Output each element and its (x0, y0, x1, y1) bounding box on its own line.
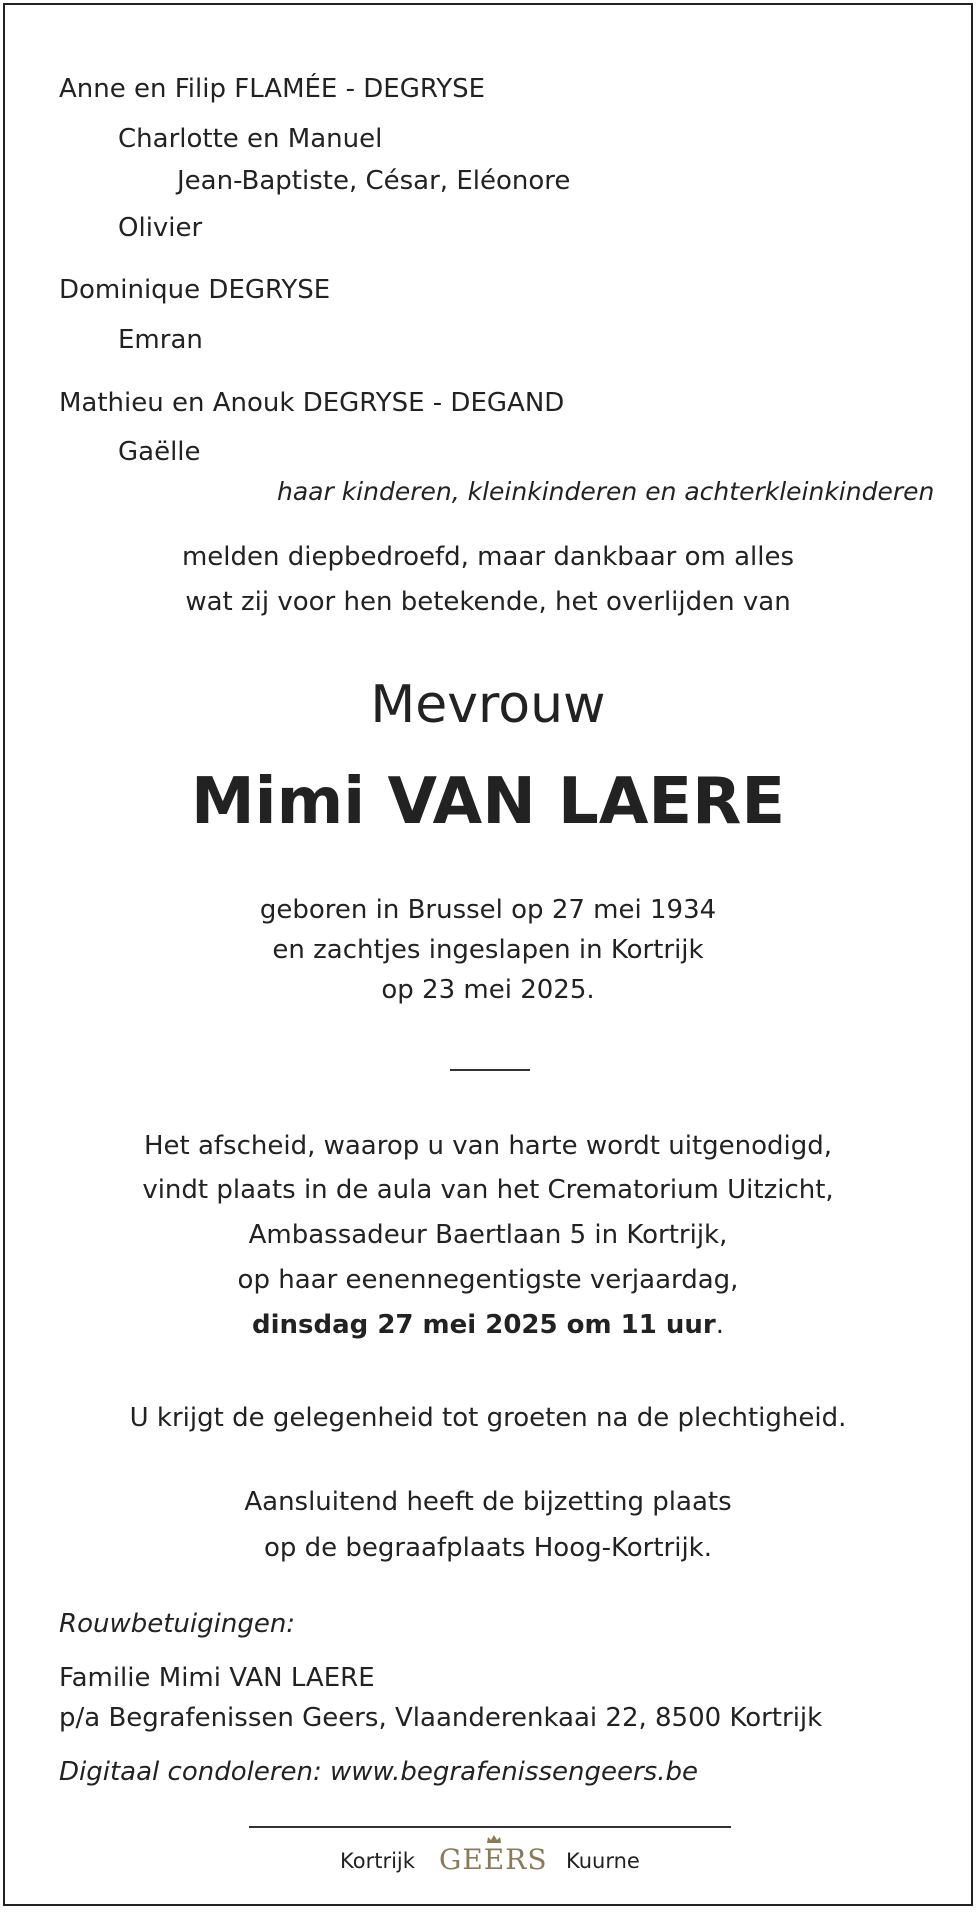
footer-right: Kuurne (566, 1849, 640, 1873)
footer-left: Kortrijk (340, 1849, 415, 1873)
farewell-line-3: Ambassadeur Baertlaan 5 in Kortrijk, (248, 1220, 728, 1250)
farewell-line-1: Het afscheid, waarop u van harte wordt uitgenodigd, (143, 1131, 833, 1161)
condolences-online: Digitaal condoleren: www.begrafenissengeers.be (59, 1757, 698, 1787)
short-divider (450, 1069, 530, 1071)
family-relation: haar kinderen, kleinkinderen en achterkleinkinderen (277, 477, 935, 506)
family-line-3: Jean-Baptiste, César, Eléonore (177, 166, 571, 196)
condolences-address: p/a Begrafenissen Geers, Vlaanderenkaai 22, 8500 Kortrijk (59, 1703, 823, 1733)
family-line-1: Anne en Filip FLAMÉE - DEGRYSE (59, 74, 486, 104)
announcement-line-2: wat zij voor hen betekende, het overlijden van (185, 587, 791, 617)
condolences-label: Rouwbetuigingen: (59, 1609, 296, 1639)
geers-logo-text: GEERS (439, 1843, 548, 1876)
farewell-line-4: op haar eenennegentigste verjaardag, (237, 1265, 739, 1295)
death-date-line: op 23 mei 2025. (381, 975, 595, 1005)
birth-line: geboren in Brussel op 27 mei 1934 (259, 895, 717, 925)
death-line: en zachtjes ingeslapen in Kortrijk (272, 935, 704, 965)
geers-logo (439, 1843, 548, 1877)
farewell-date-suffix: . (715, 1310, 724, 1340)
announcement-line-1: melden diepbedroefd, maar dankbaar om alles (181, 542, 795, 572)
family-line-5: Dominique DEGRYSE (59, 275, 331, 305)
family-line-4: Olivier (118, 213, 203, 243)
farewell-date (0, 1310, 976, 1341)
family-line-8: Gaëlle (118, 437, 201, 467)
family-line-6: Emran (118, 325, 203, 355)
deceased-name: Mimi VAN LAERE (190, 765, 786, 839)
burial-line-1: Aansluitend heeft de bijzetting plaats (244, 1487, 732, 1517)
burial-line-2: op de begraafplaats Hoog-Kortrijk. (263, 1533, 712, 1563)
crown-icon (486, 1835, 502, 1844)
family-line-7: Mathieu en Anouk DEGRYSE - DEGAND (59, 388, 565, 418)
farewell-line-2: vindt plaats in de aula van het Crematorium Uitzicht, (142, 1175, 834, 1205)
greeting-line: U krijgt de gelegenheid tot groeten na de plechtigheid. (129, 1403, 847, 1433)
condolences-name: Familie Mimi VAN LAERE (59, 1663, 375, 1693)
deceased-title: Mevrouw (370, 675, 606, 735)
farewell-date-text: dinsdag 27 mei 2025 om 11 uur (251, 1310, 716, 1340)
footer-divider (249, 1826, 731, 1828)
family-line-2: Charlotte en Manuel (118, 124, 383, 154)
